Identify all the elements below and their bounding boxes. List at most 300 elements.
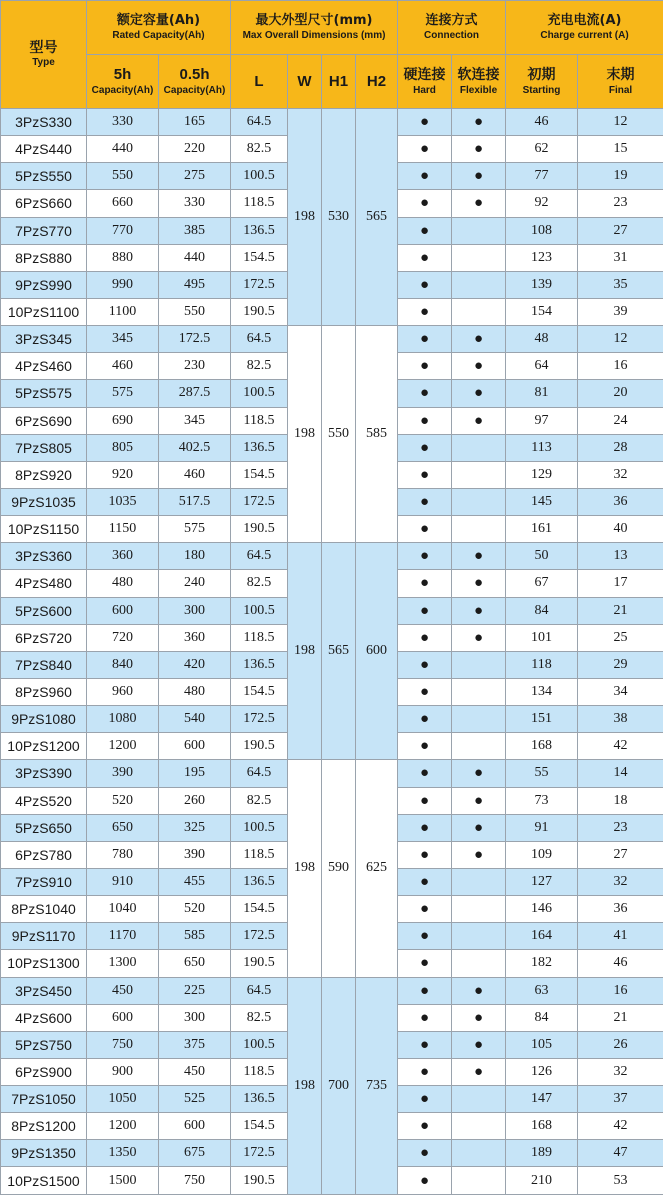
type-cell: 10PzS1100	[1, 298, 87, 325]
capacity-header-en: Rated Capacity(Ah)	[112, 30, 205, 41]
hard-connection-cell	[398, 488, 452, 515]
flexible-connection-cell	[452, 597, 506, 624]
hard-connection-dot: ●	[419, 275, 430, 293]
type-cell: 4PzS520	[1, 787, 87, 814]
hard-connection-cell	[398, 706, 452, 733]
length-cell: 64.5	[231, 760, 288, 787]
charge-final-cell: 24	[578, 407, 663, 434]
capacity-5h-cell: 720	[87, 624, 159, 651]
charge-final-cell: 47	[578, 1140, 663, 1167]
final-header	[578, 55, 663, 109]
hard-connection-dot: ●	[419, 710, 430, 728]
capacity-5h-cell: 840	[87, 651, 159, 678]
charge-final-cell: 36	[578, 488, 663, 515]
hard-connection-dot: ●	[419, 1035, 430, 1053]
flexible-connection-dot: ●	[473, 1035, 484, 1053]
flexible-connection-dot: ●	[473, 194, 484, 212]
hard-connection-dot: ●	[419, 628, 430, 646]
capacity-05h-cell: 230	[159, 353, 231, 380]
charge-starting-cell: 91	[506, 814, 578, 841]
type-cell: 6PzS660	[1, 190, 87, 217]
hard-header-en: Hard	[413, 85, 436, 96]
length-cell: 154.5	[231, 896, 288, 923]
capacity-5h-cell: 1300	[87, 950, 159, 977]
charge-starting-cell: 127	[506, 868, 578, 895]
h2-header-label: H2	[366, 72, 387, 90]
group-h2-cell: 585	[356, 326, 398, 543]
charge-final-cell: 42	[578, 733, 663, 760]
hard-connection-dot: ●	[419, 357, 430, 375]
hard-connection-dot: ●	[419, 1117, 430, 1135]
length-cell: 154.5	[231, 678, 288, 705]
capacity-5h-cell: 660	[87, 190, 159, 217]
charge-final-cell: 20	[578, 380, 663, 407]
connection-header-en: Connection	[424, 30, 480, 41]
capacity-05h-cell: 517.5	[159, 488, 231, 515]
length-cell: 136.5	[231, 217, 288, 244]
capacity-5h-cell: 345	[87, 326, 159, 353]
hard-connection-cell	[398, 814, 452, 841]
length-header	[231, 55, 288, 109]
group-w-cell: 198	[288, 109, 322, 326]
hard-connection-dot: ●	[419, 411, 430, 429]
starting-header-en: Starting	[522, 85, 561, 96]
capacity-5h-cell: 910	[87, 868, 159, 895]
table-row	[1, 977, 663, 1004]
charge-starting-cell: 101	[506, 624, 578, 651]
capacity-5h-cell: 1100	[87, 298, 159, 325]
capacity-5h-cell: 1040	[87, 896, 159, 923]
length-cell: 82.5	[231, 1004, 288, 1031]
flexible-connection-cell	[452, 380, 506, 407]
hard-connection-cell	[398, 977, 452, 1004]
capacity-05h-cell: 440	[159, 244, 231, 271]
type-cell: 5PzS550	[1, 163, 87, 190]
hard-connection-cell	[398, 1140, 452, 1167]
capacity-header-zh: 额定容量(Ah)	[116, 13, 201, 28]
charge-starting-cell: 145	[506, 488, 578, 515]
type-cell: 8PzS960	[1, 678, 87, 705]
charge-final-cell: 37	[578, 1086, 663, 1113]
capacity-5h-cell: 880	[87, 244, 159, 271]
flexible-connection-dot: ●	[473, 140, 484, 158]
flexible-connection-cell	[452, 543, 506, 570]
charge-final-cell: 12	[578, 326, 663, 353]
charge-starting-cell: 168	[506, 1113, 578, 1140]
table-row	[1, 326, 663, 353]
type-cell: 9PzS1350	[1, 1140, 87, 1167]
hard-connection-dot: ●	[419, 1090, 430, 1108]
type-cell: 10PzS1200	[1, 733, 87, 760]
group-w-cell: 198	[288, 977, 322, 1195]
charge-final-cell: 32	[578, 1058, 663, 1085]
flexible-connection-cell	[452, 461, 506, 488]
charge-starting-cell: 50	[506, 543, 578, 570]
flexible-connection-cell	[452, 109, 506, 136]
length-cell: 118.5	[231, 1058, 288, 1085]
flexible-connection-dot: ●	[473, 330, 484, 348]
flexible-connection-cell	[452, 353, 506, 380]
charge-final-cell: 16	[578, 977, 663, 1004]
type-cell: 3PzS330	[1, 109, 87, 136]
cap-05h-bottom: Capacity(Ah)	[163, 85, 226, 96]
table-row	[1, 109, 663, 136]
capacity-05h-cell: 420	[159, 651, 231, 678]
hard-connection-cell	[398, 624, 452, 651]
hard-connection-cell	[398, 678, 452, 705]
flexible-connection-cell	[452, 1058, 506, 1085]
hard-connection-cell	[398, 570, 452, 597]
length-cell: 190.5	[231, 298, 288, 325]
hard-connection-dot: ●	[419, 330, 430, 348]
type-cell: 8PzS920	[1, 461, 87, 488]
length-cell: 190.5	[231, 733, 288, 760]
type-cell: 4PzS600	[1, 1004, 87, 1031]
hard-connection-cell	[398, 651, 452, 678]
length-cell: 64.5	[231, 326, 288, 353]
capacity-05h-cell: 675	[159, 1140, 231, 1167]
flexible-connection-dot: ●	[473, 1008, 484, 1026]
capacity-5h-cell: 330	[87, 109, 159, 136]
charge-starting-cell: 146	[506, 896, 578, 923]
type-cell: 4PzS480	[1, 570, 87, 597]
charge-starting-cell: 63	[506, 977, 578, 1004]
flexible-connection-cell	[452, 706, 506, 733]
capacity-05h-cell: 300	[159, 1004, 231, 1031]
table-row	[1, 760, 663, 787]
capacity-05h-cell: 495	[159, 271, 231, 298]
capacity-5h-cell: 780	[87, 841, 159, 868]
type-cell: 5PzS750	[1, 1031, 87, 1058]
flexible-connection-dot: ●	[473, 601, 484, 619]
capacity-05h-cell: 345	[159, 407, 231, 434]
length-cell: 64.5	[231, 543, 288, 570]
charge-final-cell: 28	[578, 434, 663, 461]
hard-connection-cell	[398, 1167, 452, 1195]
type-cell: 7PzS770	[1, 217, 87, 244]
flexible-connection-cell	[452, 1004, 506, 1031]
charge-final-cell: 19	[578, 163, 663, 190]
capacity-05h-cell: 172.5	[159, 326, 231, 353]
flexible-header-en: Flexible	[459, 85, 498, 96]
capacity-05h-cell: 325	[159, 814, 231, 841]
flexible-connection-cell	[452, 516, 506, 543]
group-h1-cell: 565	[322, 543, 356, 760]
charge-final-cell: 15	[578, 136, 663, 163]
capacity-5h-cell: 750	[87, 1031, 159, 1058]
capacity-5h-cell: 440	[87, 136, 159, 163]
flexible-connection-cell	[452, 570, 506, 597]
group-h1-cell: 530	[322, 109, 356, 326]
charge-starting-cell: 189	[506, 1140, 578, 1167]
charge-starting-cell: 139	[506, 271, 578, 298]
type-cell: 8PzS880	[1, 244, 87, 271]
capacity-5h-cell: 650	[87, 814, 159, 841]
charge-starting-cell: 77	[506, 163, 578, 190]
flexible-connection-cell	[452, 1140, 506, 1167]
capacity-05h-cell: 525	[159, 1086, 231, 1113]
length-cell: 136.5	[231, 651, 288, 678]
group-h2-cell: 600	[356, 543, 398, 760]
capacity-5h-cell: 1150	[87, 516, 159, 543]
length-cell: 154.5	[231, 244, 288, 271]
length-cell: 100.5	[231, 163, 288, 190]
capacity-05h-cell: 300	[159, 597, 231, 624]
hard-connection-cell	[398, 407, 452, 434]
hard-connection-cell	[398, 597, 452, 624]
length-cell: 154.5	[231, 1113, 288, 1140]
hard-connection-cell	[398, 326, 452, 353]
length-cell: 136.5	[231, 868, 288, 895]
flexible-connection-cell	[452, 271, 506, 298]
hard-connection-dot: ●	[419, 248, 430, 266]
type-cell: 10PzS1500	[1, 1167, 87, 1195]
cap-5h-header	[87, 55, 159, 109]
hard-connection-dot: ●	[419, 194, 430, 212]
capacity-5h-cell: 690	[87, 407, 159, 434]
charge-final-cell: 29	[578, 651, 663, 678]
charge-starting-cell: 210	[506, 1167, 578, 1195]
type-cell: 9PzS990	[1, 271, 87, 298]
length-cell: 64.5	[231, 109, 288, 136]
charge-final-cell: 23	[578, 814, 663, 841]
flexible-connection-cell	[452, 190, 506, 217]
hard-connection-dot: ●	[419, 954, 430, 972]
flexible-connection-cell	[452, 651, 506, 678]
cap-5h-bottom: Capacity(Ah)	[91, 85, 154, 96]
charge-final-cell: 35	[578, 271, 663, 298]
hard-connection-cell	[398, 271, 452, 298]
flexible-connection-cell	[452, 1031, 506, 1058]
hard-connection-dot: ●	[419, 221, 430, 239]
hard-connection-cell	[398, 841, 452, 868]
group-h2-cell: 565	[356, 109, 398, 326]
flexible-connection-cell	[452, 841, 506, 868]
type-cell: 10PzS1300	[1, 950, 87, 977]
length-cell: 82.5	[231, 136, 288, 163]
type-cell: 4PzS440	[1, 136, 87, 163]
final-header-en: Final	[608, 85, 633, 96]
flexible-connection-cell	[452, 407, 506, 434]
cap-5h-top: 5h	[113, 66, 132, 83]
starting-header	[506, 55, 578, 109]
h1-header	[322, 55, 356, 109]
dimensions-header-en: Max Overall Dimensions (mm)	[242, 30, 386, 41]
length-cell: 190.5	[231, 1167, 288, 1195]
group-h2-cell: 625	[356, 760, 398, 977]
charge-header-zh: 充电电流(A)	[547, 13, 622, 28]
capacity-05h-cell: 460	[159, 461, 231, 488]
flexible-connection-dot: ●	[473, 574, 484, 592]
flexible-connection-cell	[452, 1167, 506, 1195]
hard-connection-cell	[398, 461, 452, 488]
hard-connection-cell	[398, 1058, 452, 1085]
charge-starting-cell: 108	[506, 217, 578, 244]
charge-final-cell: 53	[578, 1167, 663, 1195]
charge-starting-cell: 147	[506, 1086, 578, 1113]
charge-final-cell: 42	[578, 1113, 663, 1140]
dimensions-header-zh: 最大外型尺寸(mm)	[255, 13, 373, 28]
hard-connection-dot: ●	[419, 818, 430, 836]
final-header-zh: 末期	[606, 67, 635, 83]
flexible-connection-dot: ●	[473, 411, 484, 429]
table-body	[1, 109, 663, 1195]
capacity-05h-cell: 540	[159, 706, 231, 733]
capacity-5h-cell: 1200	[87, 733, 159, 760]
flexible-connection-dot: ●	[473, 384, 484, 402]
capacity-05h-cell: 575	[159, 516, 231, 543]
charge-final-cell: 32	[578, 868, 663, 895]
flexible-connection-cell	[452, 298, 506, 325]
hard-connection-cell	[398, 298, 452, 325]
group-h2-cell: 735	[356, 977, 398, 1195]
type-cell: 8PzS1040	[1, 896, 87, 923]
flexible-connection-dot: ●	[473, 628, 484, 646]
type-header	[1, 1, 87, 109]
h2-header	[356, 55, 398, 109]
hard-connection-cell	[398, 109, 452, 136]
capacity-05h-cell: 520	[159, 896, 231, 923]
length-cell: 100.5	[231, 597, 288, 624]
hard-connection-dot: ●	[419, 167, 430, 185]
charge-starting-cell: 154	[506, 298, 578, 325]
hard-connection-cell	[398, 516, 452, 543]
hard-connection-dot: ●	[419, 981, 430, 999]
capacity-05h-cell: 225	[159, 977, 231, 1004]
charge-starting-cell: 151	[506, 706, 578, 733]
flexible-connection-dot: ●	[473, 845, 484, 863]
capacity-5h-cell: 805	[87, 434, 159, 461]
flexible-connection-cell	[452, 326, 506, 353]
charge-header	[506, 1, 663, 55]
hard-connection-dot: ●	[419, 113, 430, 131]
h1-header-label: H1	[328, 72, 349, 90]
hard-connection-dot: ●	[419, 574, 430, 592]
type-cell: 3PzS345	[1, 326, 87, 353]
charge-starting-cell: 182	[506, 950, 578, 977]
capacity-5h-cell: 600	[87, 597, 159, 624]
hard-connection-cell	[398, 353, 452, 380]
capacity-5h-cell: 360	[87, 543, 159, 570]
hard-connection-dot: ●	[419, 1062, 430, 1080]
charge-starting-cell: 55	[506, 760, 578, 787]
flexible-connection-cell	[452, 814, 506, 841]
flexible-connection-cell	[452, 217, 506, 244]
flexible-connection-cell	[452, 136, 506, 163]
type-cell: 6PzS900	[1, 1058, 87, 1085]
flexible-connection-cell	[452, 923, 506, 950]
charge-final-cell: 36	[578, 896, 663, 923]
capacity-5h-cell: 575	[87, 380, 159, 407]
length-cell: 82.5	[231, 353, 288, 380]
charge-starting-cell: 126	[506, 1058, 578, 1085]
hard-connection-dot: ●	[419, 493, 430, 511]
type-cell: 9PzS1035	[1, 488, 87, 515]
hard-connection-dot: ●	[419, 547, 430, 565]
type-cell: 7PzS1050	[1, 1086, 87, 1113]
flexible-connection-cell	[452, 868, 506, 895]
flexible-connection-cell	[452, 733, 506, 760]
hard-connection-cell	[398, 733, 452, 760]
capacity-05h-cell: 550	[159, 298, 231, 325]
length-cell: 82.5	[231, 787, 288, 814]
length-cell: 118.5	[231, 624, 288, 651]
hard-header-zh: 硬连接	[403, 67, 446, 83]
hard-connection-cell	[398, 1031, 452, 1058]
hard-connection-cell	[398, 1004, 452, 1031]
capacity-5h-cell: 1170	[87, 923, 159, 950]
flexible-connection-cell	[452, 787, 506, 814]
charge-final-cell: 27	[578, 841, 663, 868]
charge-final-cell: 46	[578, 950, 663, 977]
group-h1-cell: 590	[322, 760, 356, 977]
hard-connection-dot: ●	[419, 384, 430, 402]
capacity-05h-cell: 600	[159, 733, 231, 760]
charge-final-cell: 40	[578, 516, 663, 543]
hard-connection-dot: ●	[419, 927, 430, 945]
hard-connection-dot: ●	[419, 303, 430, 321]
flexible-connection-cell	[452, 678, 506, 705]
length-header-label: L	[254, 72, 264, 90]
hard-connection-cell	[398, 950, 452, 977]
capacity-5h-cell: 990	[87, 271, 159, 298]
type-cell: 9PzS1080	[1, 706, 87, 733]
charge-final-cell: 26	[578, 1031, 663, 1058]
hard-connection-dot: ●	[419, 764, 430, 782]
charge-starting-cell: 113	[506, 434, 578, 461]
length-cell: 82.5	[231, 570, 288, 597]
type-header-en: Type	[32, 57, 55, 68]
charge-starting-cell: 46	[506, 109, 578, 136]
length-cell: 190.5	[231, 950, 288, 977]
flexible-connection-dot: ●	[473, 1062, 484, 1080]
capacity-5h-cell: 1350	[87, 1140, 159, 1167]
hard-connection-dot: ●	[419, 683, 430, 701]
capacity-05h-cell: 195	[159, 760, 231, 787]
hard-connection-dot: ●	[419, 873, 430, 890]
length-cell: 136.5	[231, 1086, 288, 1113]
capacity-05h-cell: 330	[159, 190, 231, 217]
charge-starting-cell: 92	[506, 190, 578, 217]
charge-starting-cell: 73	[506, 787, 578, 814]
capacity-05h-cell: 275	[159, 163, 231, 190]
width-header	[288, 55, 322, 109]
type-cell: 3PzS390	[1, 760, 87, 787]
capacity-5h-cell: 960	[87, 678, 159, 705]
flexible-connection-dot: ●	[473, 547, 484, 565]
charge-starting-cell: 118	[506, 651, 578, 678]
hard-connection-dot: ●	[419, 791, 430, 809]
hard-connection-dot: ●	[419, 140, 430, 158]
type-cell: 3PzS360	[1, 543, 87, 570]
group-h1-cell: 550	[322, 326, 356, 543]
capacity-header	[87, 1, 231, 55]
charge-final-cell: 16	[578, 353, 663, 380]
hard-connection-dot: ●	[419, 845, 430, 863]
capacity-05h-cell: 240	[159, 570, 231, 597]
type-cell: 9PzS1170	[1, 923, 87, 950]
group-w-cell: 198	[288, 543, 322, 760]
flexible-connection-dot: ●	[473, 113, 484, 131]
charge-starting-cell: 62	[506, 136, 578, 163]
charge-final-cell: 38	[578, 706, 663, 733]
capacity-5h-cell: 1050	[87, 1086, 159, 1113]
capacity-5h-cell: 1035	[87, 488, 159, 515]
cap-05h-top: 0.5h	[179, 66, 210, 83]
charge-starting-cell: 105	[506, 1031, 578, 1058]
type-cell: 3PzS450	[1, 977, 87, 1004]
flexible-connection-dot: ●	[473, 764, 484, 782]
